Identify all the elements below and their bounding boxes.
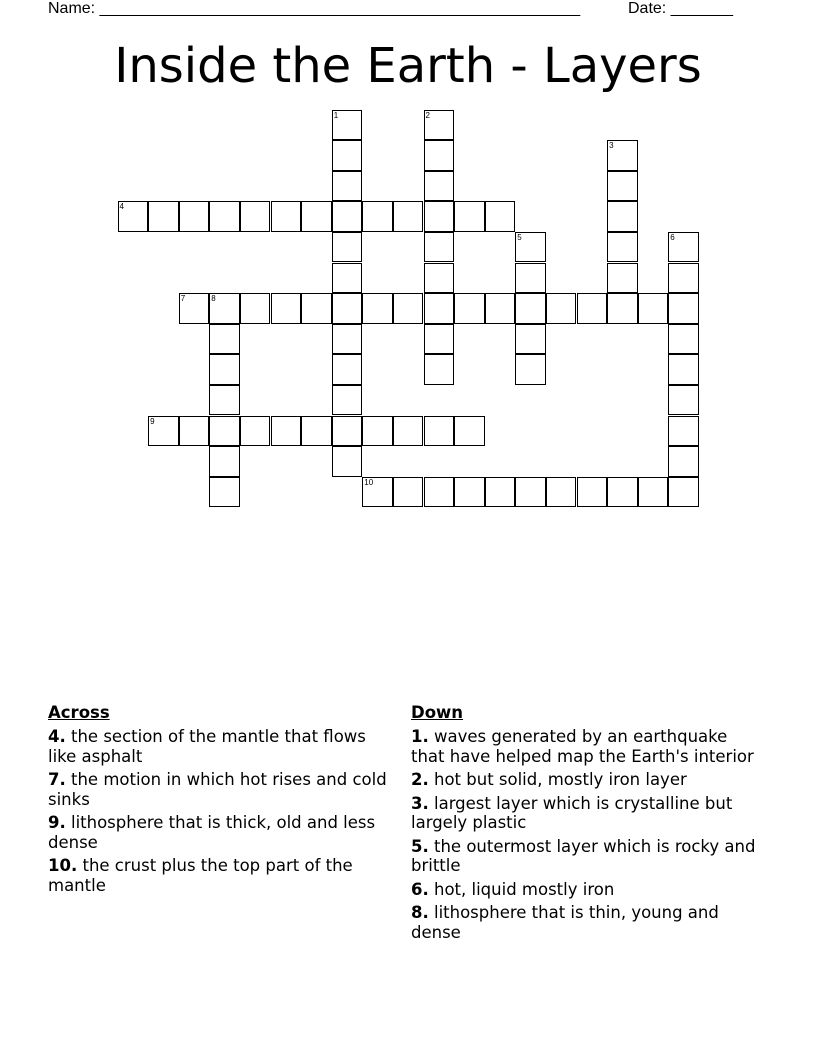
grid-cell[interactable] — [148, 416, 179, 447]
clue-number: 2. — [411, 770, 429, 789]
across-heading: Across — [48, 703, 110, 722]
grid-cell[interactable] — [668, 385, 699, 416]
grid-cell[interactable] — [607, 201, 638, 232]
grid-cell[interactable] — [607, 232, 638, 263]
grid-cell[interactable] — [638, 477, 669, 508]
grid-cell[interactable] — [362, 416, 393, 447]
grid-cell[interactable] — [332, 140, 363, 171]
grid-cell[interactable] — [393, 416, 424, 447]
grid-cell[interactable] — [209, 446, 240, 477]
grid-cell[interactable] — [485, 477, 516, 508]
clue-text: lithosphere that is thick, old and less dense — [48, 813, 376, 852]
grid-cell[interactable] — [668, 354, 699, 385]
grid-cell[interactable] — [332, 416, 363, 447]
grid-cell[interactable] — [393, 201, 424, 232]
clue-number-label: 10 — [364, 477, 374, 487]
grid-cell[interactable] — [209, 385, 240, 416]
grid-cell[interactable] — [424, 263, 455, 294]
clue-text: hot, liquid mostly iron — [428, 879, 615, 899]
grid-cell[interactable] — [577, 293, 608, 324]
clue-number-label: 6 — [670, 232, 675, 242]
clue-number-label: 7 — [180, 294, 186, 304]
grid-cell[interactable] — [332, 110, 363, 141]
clue-number-label: 4 — [119, 202, 124, 212]
grid-cell[interactable] — [362, 293, 393, 324]
grid-cell[interactable] — [362, 477, 393, 508]
grid-cell[interactable] — [515, 263, 546, 294]
clue-number-label: 2 — [425, 110, 430, 120]
grid-cell[interactable] — [209, 477, 240, 508]
grid-cell[interactable] — [668, 263, 699, 294]
clue-number-label: 1 — [333, 110, 339, 120]
clue-down-5 — [411, 837, 761, 876]
grid-cell[interactable] — [301, 416, 332, 447]
grid-cell[interactable] — [424, 201, 455, 232]
grid-cell[interactable] — [668, 416, 699, 447]
grid-cell[interactable] — [148, 201, 179, 232]
clue-number: 3. — [411, 793, 429, 813]
clue-text: the crust plus the top part of the mantle — [48, 856, 353, 895]
clue-across-7 — [48, 770, 390, 809]
clue-text: the section of the mantle that flows like asphalt — [48, 727, 366, 766]
clue-number-label: 3 — [609, 141, 614, 151]
grid-cell[interactable] — [668, 293, 699, 324]
grid-cell[interactable] — [424, 232, 455, 263]
grid-cell[interactable] — [393, 477, 424, 508]
grid-cell[interactable] — [332, 446, 363, 477]
grid-cell[interactable] — [546, 293, 577, 324]
date-field[interactable]: Date: _______ — [628, 0, 733, 17]
clue-text: the motion in which hot rises and cold sinks — [48, 770, 387, 809]
grid-cell[interactable] — [362, 201, 393, 232]
grid-cell[interactable] — [240, 416, 271, 447]
grid-cell[interactable] — [271, 201, 302, 232]
grid-cell[interactable] — [179, 416, 210, 447]
grid-cell[interactable] — [424, 171, 455, 202]
clue-number-label: 5 — [517, 232, 522, 242]
grid-cell[interactable] — [515, 477, 546, 508]
grid-cell[interactable] — [393, 293, 424, 324]
clue-down-8 — [411, 903, 761, 942]
clue-number: 8. — [411, 903, 429, 922]
grid-cell[interactable] — [515, 354, 546, 385]
grid-cell[interactable] — [332, 293, 363, 324]
grid-cell[interactable] — [424, 416, 455, 447]
grid-cell[interactable] — [424, 110, 455, 141]
grid-cell[interactable] — [607, 477, 638, 508]
grid-cell[interactable] — [424, 354, 455, 385]
down-clues — [411, 703, 761, 946]
clue-down-1 — [411, 727, 761, 766]
grid-cell[interactable] — [607, 171, 638, 202]
grid-cell[interactable] — [577, 477, 608, 508]
name-field[interactable]: Name: ______________________________________________________ — [48, 0, 581, 17]
grid-cell[interactable] — [638, 293, 669, 324]
grid-cell[interactable] — [332, 324, 363, 355]
clue-text: lithosphere that is thin, young and dense — [411, 903, 719, 942]
clue-text: waves generated by an earthquake that have helped map the Earth's interior — [411, 727, 754, 766]
puzzle-title: Inside the Earth - Layers — [114, 38, 702, 94]
grid-cell[interactable] — [546, 477, 577, 508]
grid-cell[interactable] — [209, 201, 240, 232]
grid-cell[interactable] — [515, 293, 546, 324]
clue-number: 4. — [48, 727, 66, 746]
grid-cell[interactable] — [301, 201, 332, 232]
grid-cell[interactable] — [424, 477, 455, 508]
clue-text: hot but solid, mostly iron layer — [428, 770, 687, 789]
clue-text: largest layer which is crystalline but largely plastic — [411, 793, 733, 832]
grid-cell[interactable] — [485, 293, 516, 324]
across-clues — [48, 703, 390, 899]
grid-cell[interactable] — [332, 171, 363, 202]
clue-number: 10. — [48, 856, 78, 875]
clue-number-label: 8 — [211, 294, 216, 304]
grid-cell[interactable] — [515, 324, 546, 355]
grid-cell[interactable] — [179, 201, 210, 232]
grid-cell[interactable] — [607, 293, 638, 324]
grid-cell[interactable] — [209, 293, 240, 324]
grid-cell[interactable] — [179, 293, 210, 324]
grid-cell[interactable] — [209, 354, 240, 385]
grid-cell[interactable] — [424, 140, 455, 171]
grid-cell[interactable] — [332, 201, 363, 232]
grid-cell[interactable] — [485, 201, 516, 232]
grid-cell[interactable] — [209, 416, 240, 447]
clue-across-10 — [48, 856, 390, 895]
grid-cell[interactable] — [454, 416, 485, 447]
grid-cell[interactable] — [668, 477, 699, 508]
grid-cell[interactable] — [271, 416, 302, 447]
grid-cell[interactable] — [240, 293, 271, 324]
grid-cell[interactable] — [332, 263, 363, 294]
clue-number: 7. — [48, 770, 66, 789]
grid-cell[interactable] — [240, 201, 271, 232]
clue-number: 1. — [411, 727, 429, 746]
grid-cell[interactable] — [454, 201, 485, 232]
clue-across-4 — [48, 727, 390, 766]
grid-cell[interactable] — [118, 201, 149, 232]
grid-cell[interactable] — [668, 232, 699, 263]
grid-cell[interactable] — [332, 232, 363, 263]
clue-number-label: 9 — [150, 416, 155, 426]
clue-number: 5. — [411, 836, 429, 856]
grid-cell[interactable] — [301, 293, 332, 324]
clue-text: the outermost layer which is rocky and brittle — [411, 836, 756, 875]
down-heading: Down — [411, 703, 464, 722]
grid-cell[interactable] — [454, 477, 485, 508]
grid-cell[interactable] — [668, 324, 699, 355]
header-line — [48, 0, 768, 20]
grid-cell[interactable] — [271, 293, 302, 324]
grid-cell[interactable] — [515, 232, 546, 263]
grid-cell[interactable] — [424, 293, 455, 324]
clue-number: 6. — [411, 879, 429, 899]
clue-down-3 — [411, 794, 761, 833]
clue-down-6 — [411, 880, 761, 900]
grid-cell[interactable] — [332, 354, 363, 385]
grid-cell[interactable] — [607, 263, 638, 294]
grid-cell[interactable] — [668, 446, 699, 477]
grid-cell[interactable] — [424, 324, 455, 355]
grid-cell[interactable] — [607, 140, 638, 171]
clue-across-9 — [48, 813, 390, 852]
clue-down-2 — [411, 770, 761, 790]
grid-cell[interactable] — [209, 324, 240, 355]
clue-number: 9. — [48, 813, 66, 832]
grid-cell[interactable] — [332, 385, 363, 416]
grid-cell[interactable] — [454, 293, 485, 324]
